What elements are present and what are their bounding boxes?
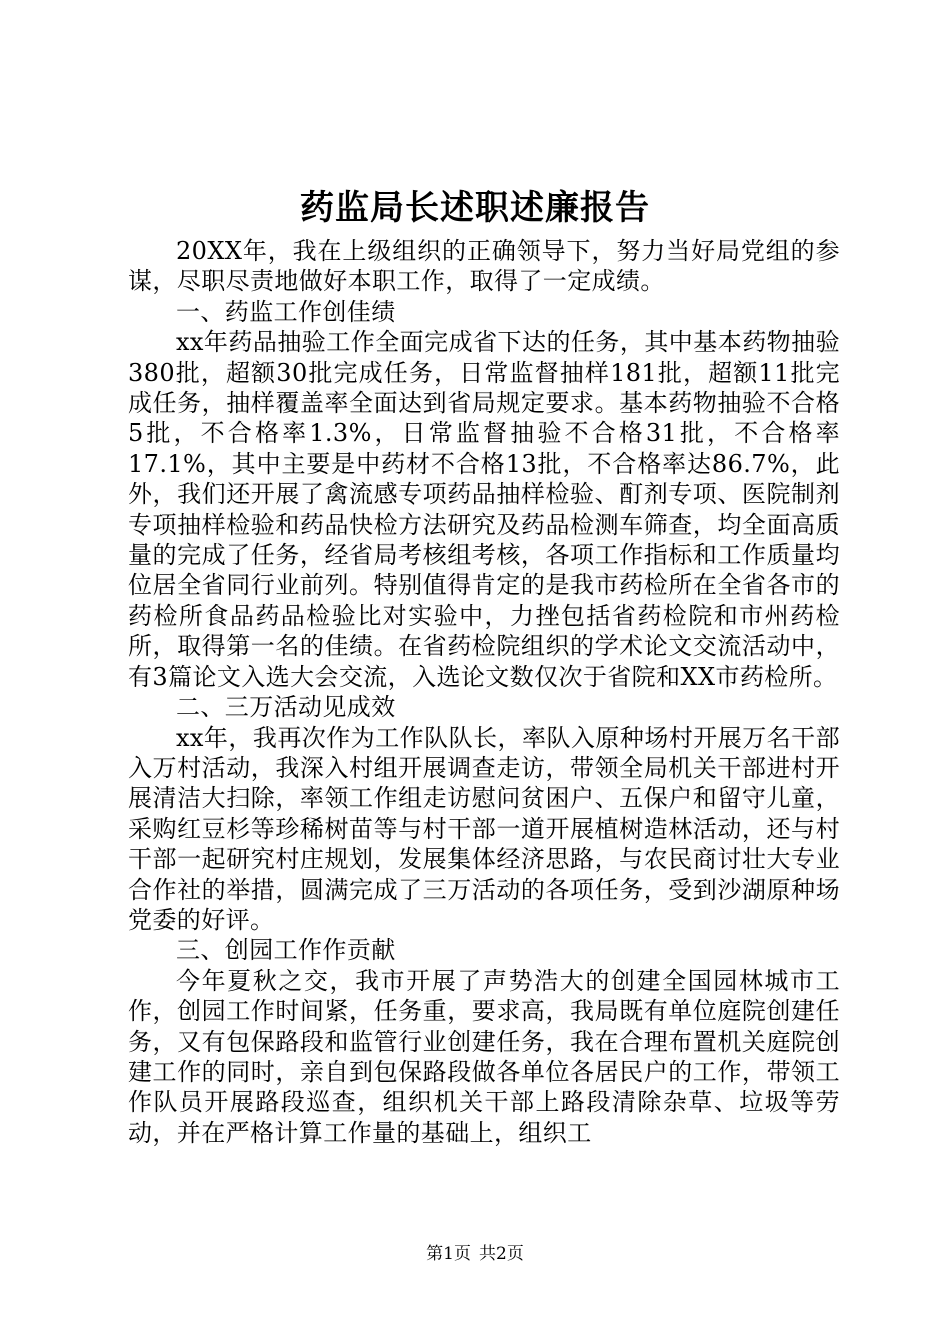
section-paragraph-3: 今年夏秋之交，我市开展了声势浩大的创建全国园林城市工作，创园工作时间紧，任务重，要求高，我局既有单位庭院创建任务，又有包保路段和监管行业创建任务，我在合理布置机关庭院创建工作的同时，亲自到包保路段做各单位各居民户的工作，带领工作队员开展路段巡查，组织机关干部上路段清除杂草、垃圾等劳动，并在严格计算工作量的基础上，组织工: [128, 966, 840, 1147]
section-heading-2: 二、三万活动见成效: [176, 693, 396, 722]
intro-paragraph: 20XX年，我在上级组织的正确领导下，努力当好局党组的参谋，尽职尽责地做好本职工作，取得了一定成绩。: [128, 237, 840, 296]
document-title: 药监局长述职述廉报告: [300, 188, 650, 228]
page-total: 共2页: [479, 1244, 524, 1264]
section-paragraph-2: xx年，我再次作为工作队队长，率队入原种场村开展万名干部入万村活动，我深入村组开展调查走访，带领全局机关干部进村开展清洁大扫除，率领工作组走访慰问贫困户、五保户和留守儿童，采购红豆杉等珍稀树苗等与村干部一道开展植树造林活动，还与村干部一起研究村庄规划，发展集体经济思路，与农民商讨壮大专业合作社的举措，圆满完成了三万活动的各项任务，受到沙湖原种场党委的好评。: [128, 723, 840, 934]
section-heading-3: 三、创园工作作贡献: [176, 936, 396, 965]
page-number: 第1页: [426, 1244, 471, 1264]
document-body: [128, 236, 840, 1148]
page-footer: [0, 1242, 950, 1266]
section-heading-1: 一、药监工作创佳绩: [176, 297, 396, 326]
section-paragraph-1: xx年药品抽验工作全面完成省下达的任务，其中基本药物抽验380批，超额30批完成任务，日常监督抽样181批，超额11批完成任务，抽样覆盖率全面达到省局规定要求。基本药物抽验不合格5批，不合格率1.3%，日常监督抽验不合格31批，不合格率17.1%，其中主要是中药材不合格13批，不合格率达86.7%，此外，我们还开展了禽流感专项药品抽样检验、酊剂专项、医院制剂专项抽样检验和药品快检方法研究及药品检测车筛查，均全面高质量的完成了任务，经省局考核组考核，各项工作指标和工作质量均位居全省同行业前列。特别值得肯定的是我市药检所在全省各市的药检所食品药品检验比对实验中，力挫包括省药检院和市州药检所，取得第一名的佳绩。在省药检院组织的学术论文交流活动中，有3篇论文入选大会交流，入选论文数仅次于省院和XX市药检所。: [128, 328, 840, 691]
